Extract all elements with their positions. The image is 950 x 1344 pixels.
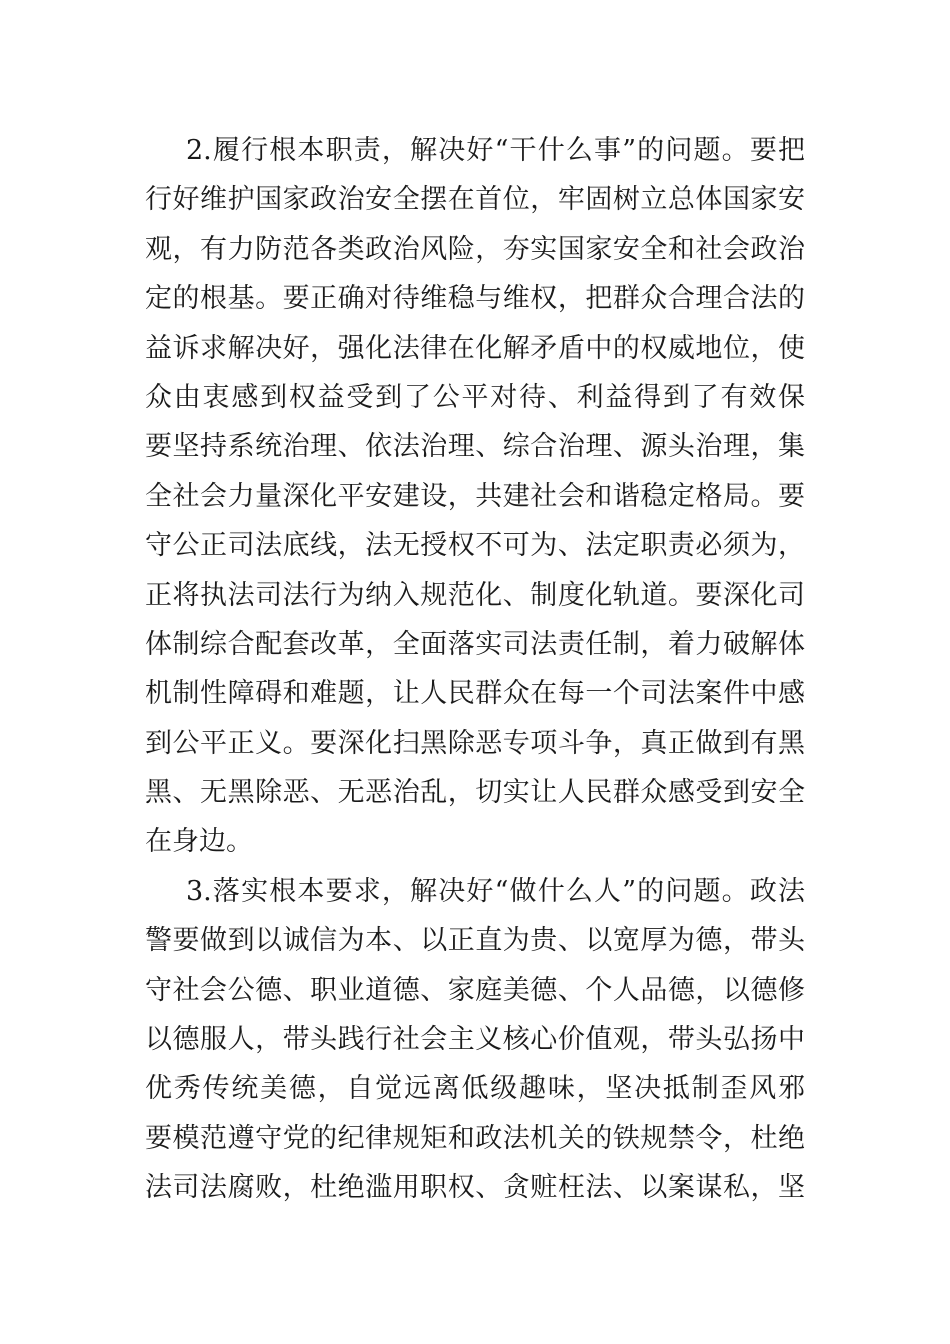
paragraph-1-line-6: 众由衷感到权益受到了公平对待、利益得到了有效保 [145, 381, 805, 413]
paragraph-2-line-5: 优秀传统美德，自觉远离低级趣味，坚决抵制歪风邪 [145, 1073, 805, 1105]
paragraph-1-line-9: 守公正司法底线，法无授权不可为、法定职责必须为， [145, 530, 805, 562]
paragraph-1-line-7: 要坚持系统治理、依法治理、综合治理、源头治理，集 [145, 431, 805, 463]
paragraph-2-line-4: 以德服人，带头践行社会主义核心价值观，带头弘扬中 [145, 1024, 805, 1056]
paragraph-1-line-1: 2.履行根本职责，解决好“干什么事”的问题。要把 [186, 135, 805, 166]
paragraph-2-line-2: 警要做到以诚信为本、以正直为贵、以宽厚为德，带头 [145, 925, 805, 957]
paragraph-1-line-13: 到公平正义。要深化扫黑除恶专项斗争，真正做到有黑 [145, 727, 805, 759]
paragraph-1-line-11: 体制综合配套改革，全面落实司法责任制，着力破解体 [145, 628, 805, 660]
paragraph-1-line-5: 益诉求解决好，强化法律在化解矛盾中的权威地位，使 [145, 332, 805, 364]
paragraph-2-line-1: 3.落实根本要求，解决好“做什么人”的问题。政法 [186, 875, 805, 907]
paragraph-2-line-7: 法司法腐败，杜绝滥用职权、贪赃枉法、以案谋私，坚 [145, 1172, 805, 1204]
paragraph-1-line-4: 定的根基。要正确对待维稳与维权，把群众合理合法的 [145, 283, 805, 315]
paragraph-1-line-12: 机制性障碍和难题，让人民群众在每一个司法案件中感 [145, 678, 805, 710]
document-body [145, 126, 805, 1213]
paragraph-1-line-15: 在身边。 [145, 826, 253, 858]
paragraph-1-line-10: 正将执法司法行为纳入规范化、制度化轨道。要深化司 [145, 579, 805, 611]
paragraph-2-line-6: 要模范遵守党的纪律规矩和政法机关的铁规禁令，杜绝 [145, 1122, 805, 1154]
paragraph-1-line-2: 行好维护国家政治安全摆在首位，牢固树立总体国家安 [145, 184, 805, 216]
paragraph-1-line-3: 观，有力防范各类政治风险，夯实国家安全和社会政治 [145, 233, 805, 265]
paragraph-1-line-8: 全社会力量深化平安建设，共建社会和谐稳定格局。要 [145, 480, 805, 512]
paragraph-2-line-3: 守社会公德、职业道德、家庭美德、个人品德，以德修 [145, 974, 805, 1006]
paragraph-1-line-14: 黑、无黑除恶、无恶治乱，切实让人民群众感受到安全 [145, 777, 805, 809]
